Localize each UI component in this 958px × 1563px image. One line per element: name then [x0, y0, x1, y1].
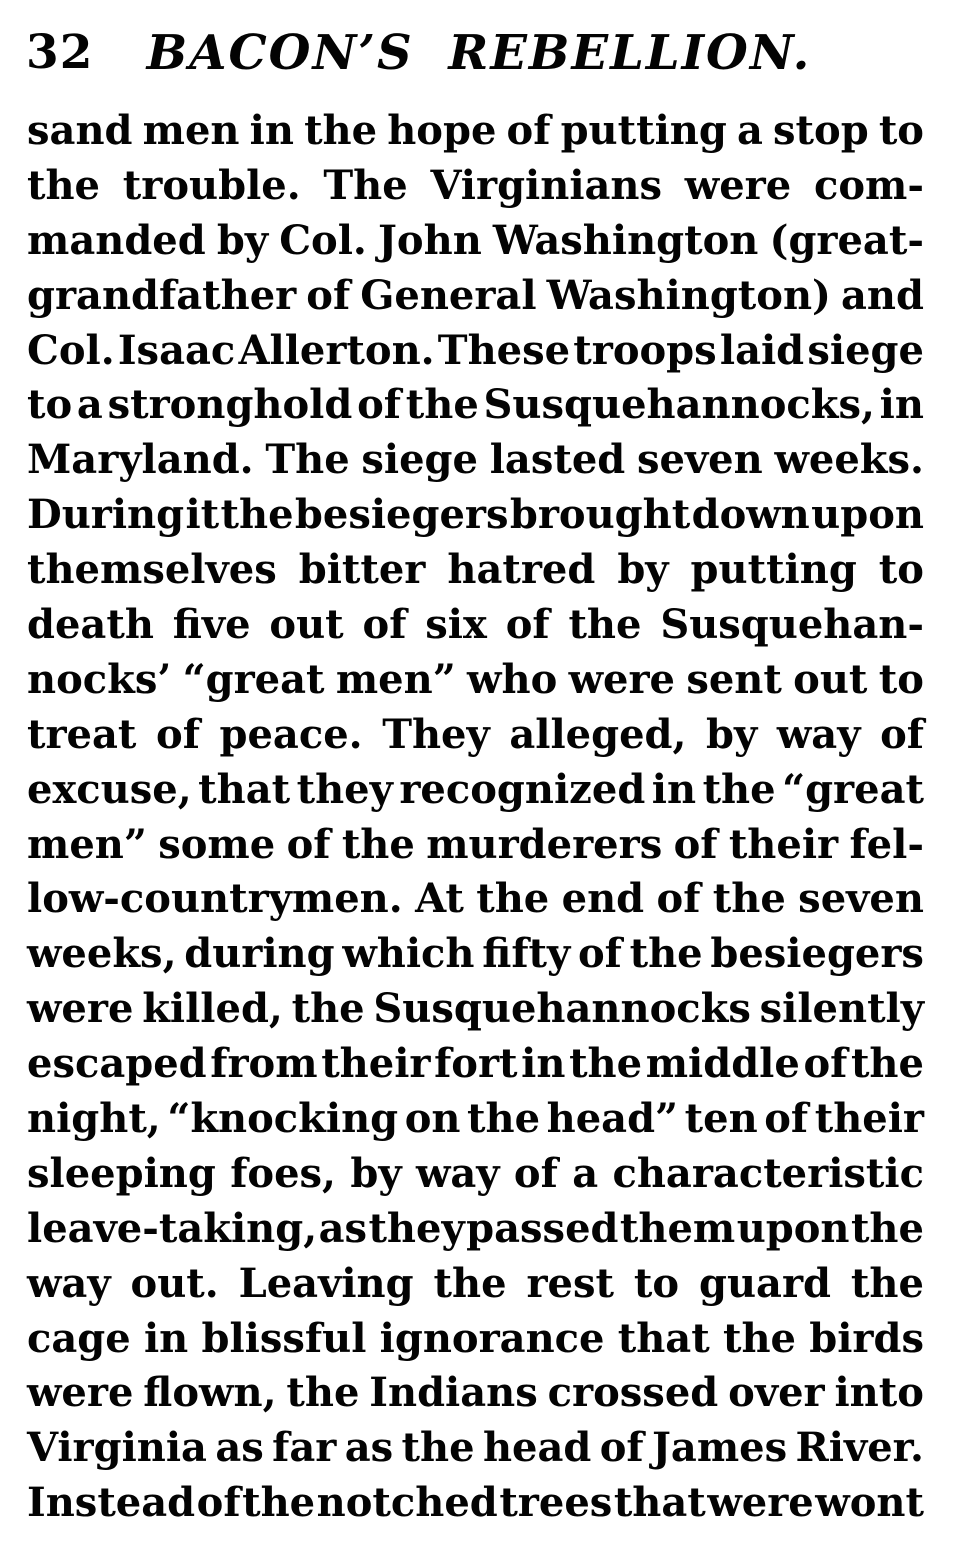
- text-line: sleeping foes, by way of a characteristic: [27, 1149, 924, 1197]
- page-number: 32: [26, 25, 94, 80]
- text-line: excuse, that they recognized in the “great: [27, 765, 924, 813]
- text-line: nocks’ “great men” who were sent out to: [27, 655, 924, 703]
- text-line: the trouble. The Virginians were com-: [27, 161, 924, 209]
- text-line: cage in blissful ignorance that the birds: [27, 1314, 924, 1362]
- text-line: sand men in the hope of putting a stop to: [27, 107, 924, 154]
- text-line: leave-taking, as they passed them upon the: [27, 1204, 924, 1252]
- text-line: Maryland. The siege lasted seven weeks.: [27, 436, 924, 484]
- text-line: were killed, the Susquehannocks silently: [27, 985, 924, 1033]
- text-line: themselves bitter hatred by putting to: [27, 546, 924, 594]
- text-line: night, “knocking on the head” ten of their: [27, 1095, 924, 1143]
- text-line: weeks, during which fifty of the besiegers: [27, 930, 924, 978]
- page-text: [27, 104, 924, 1531]
- text-line: escaped from their fort in the middle of the: [27, 1040, 924, 1088]
- text-line: low-countrymen. At the end of the seven: [27, 875, 924, 923]
- text-line: men” some of the murderers of their fel-: [27, 820, 924, 868]
- running-title: BACON’S REBELLION.: [146, 25, 812, 81]
- text-line: During it the besiegers brought down upon: [27, 491, 924, 539]
- text-line: grandfather of General Washington) and: [27, 271, 924, 319]
- text-line: way out. Leaving the rest to guard the: [27, 1259, 924, 1307]
- text-line: death five out of six of the Susquehan-: [27, 601, 924, 649]
- text-line: treat of peace. They alleged, by way of: [27, 710, 924, 758]
- text-line: to a stronghold of the Susquehannocks, in: [27, 381, 924, 429]
- text-line: Instead of the notched trees that were wont: [27, 1479, 924, 1527]
- page-header: [0, 22, 958, 84]
- text-line: manded by Col. John Washington (great-: [27, 216, 924, 264]
- text-line: Virginia as far as the head of James River.: [27, 1424, 924, 1472]
- text-line: were flown, the Indians crossed over into: [27, 1369, 924, 1417]
- text-line: Col. Isaac Allerton. These troops laid siege: [27, 326, 924, 374]
